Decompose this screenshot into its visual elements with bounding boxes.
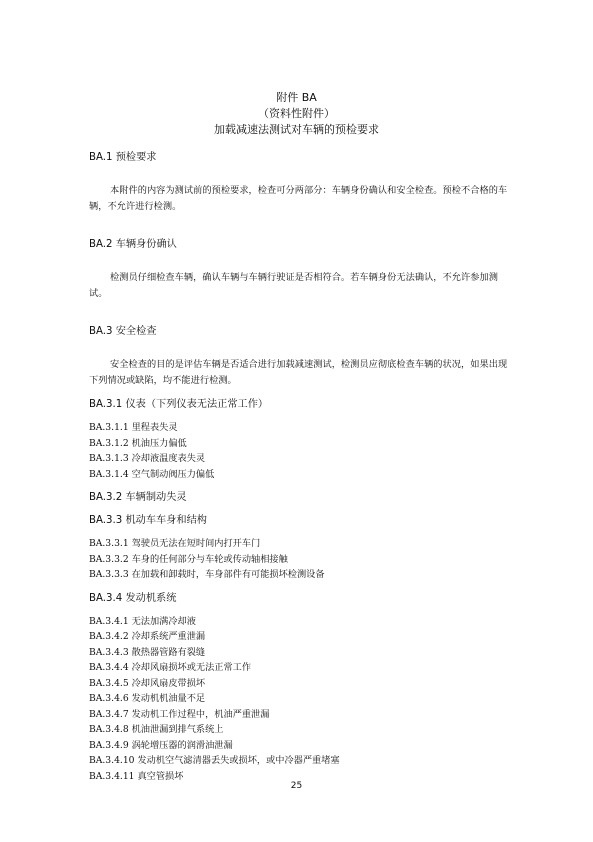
list-item-ba341: BA.3.4.1 无法加满冷却液: [89, 615, 196, 627]
list-item-ba3410: BA.3.4.10 发动机空气滤清器丢失或损坏，或中冷器严重堵塞: [89, 755, 340, 766]
list-item-ba333: BA.3.3.3 在加载和卸载时，车身部件有可能损坏检测设备: [89, 569, 325, 580]
page-number: 25: [290, 781, 303, 791]
section-heading-ba31: BA.3.1 仪表（下列仪表无法正常工作）: [89, 399, 269, 410]
section-heading-ba33: BA.3.3 机动车车身和结构: [89, 515, 207, 526]
list-item-ba349: BA.3.4.9 涡轮增压器的润滑油泄漏: [89, 739, 233, 751]
list-item-ba311: BA.3.1.1 里程表失灵: [89, 422, 178, 433]
section-heading-ba2: BA.2 车辆身份确认: [89, 239, 177, 250]
section-paragraph-ba1: 本附件的内容为测试前的预检要求，检查可分两部分：车辆身份确认和安全检查。预检不合格的车辆，不允许进行检测。: [89, 185, 508, 212]
list-item-ba344: BA.3.4.4 冷却风扇损坏或无法正常工作: [89, 662, 252, 673]
section-heading-ba34: BA.3.4 发动机系统: [89, 592, 177, 604]
list-item-ba314: BA.3.1.4 空气制动阀压力偏低: [89, 468, 215, 480]
list-item-ba313: BA.3.1.3 冷却液温度表失灵: [89, 453, 206, 464]
section-heading-ba3: BA.3 安全检查: [89, 326, 157, 337]
list-item-ba343: BA.3.4.3 散热器管路有裂缝: [89, 646, 206, 658]
annex-label: 附件 BA: [276, 91, 317, 104]
list-item-ba332: BA.3.3.2 车身的任何部分与车轮或传动轴相接触: [89, 553, 288, 565]
section-heading-ba1: BA.1 预检要求: [89, 152, 157, 163]
list-item-ba312: BA.3.1.2 机油压力偏低: [89, 437, 187, 449]
annex-title-block: [0, 90, 593, 138]
section-heading-ba32: BA.3.2 车辆制动失灵: [89, 492, 187, 503]
list-item-ba331: BA.3.3.1 驾驶员无法在短时间内打开车门: [89, 538, 261, 549]
list-item-ba3411: BA.3.4.11 真空管损坏: [89, 770, 184, 782]
annex-title: 加载减速法测试对车辆的预检要求: [214, 123, 379, 136]
list-item-ba342: BA.3.4.2 冷却系统严重泄漏: [89, 631, 206, 642]
section-paragraph-ba3: 安全检查的目的是评估车辆是否适合进行加载减速测试，检测员应彻底检查车辆的状况，如果出现下列情况或缺陷，均不能进行检测。: [89, 359, 508, 386]
annex-type: （资料性附件）: [258, 107, 335, 120]
document-body: [89, 150, 509, 784]
list-item-ba348: BA.3.4.8 机油泄漏到排气系统上: [89, 724, 224, 735]
list-item-ba347: BA.3.4.7 发动机工作过程中，机油严重泄漏: [89, 708, 270, 720]
list-item-ba345: BA.3.4.5 冷却风扇皮带损坏: [89, 677, 206, 689]
section-paragraph-ba2: 检测员仔细检查车辆，确认车辆与车辆行驶证是否相符合。若车辆身份无法确认，不允许参加测试。: [89, 272, 498, 299]
list-item-ba346: BA.3.4.6 发动机机油量不足: [89, 693, 206, 704]
